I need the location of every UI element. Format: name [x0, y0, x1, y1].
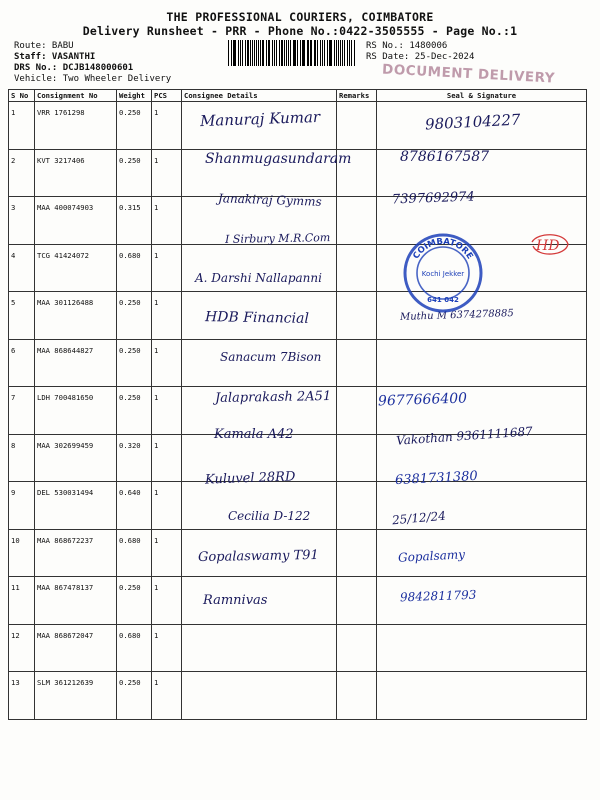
row-sno: 8	[9, 434, 35, 482]
table-row	[9, 624, 587, 672]
row-remarks-cell	[337, 292, 377, 340]
row-pcs: 1	[152, 197, 182, 245]
signature-handwriting: Muthu M 6374278885	[399, 308, 514, 323]
row-remarks-cell	[337, 482, 377, 530]
svg-text:HD: HD	[536, 238, 560, 254]
consignee-handwriting: Janakiraj Gymms	[217, 190, 322, 209]
consignee-handwriting: Shanmugasundaram	[205, 150, 352, 167]
row-remarks-cell	[337, 197, 377, 245]
row-pcs: 1	[152, 149, 182, 197]
row-pcs: 1	[152, 102, 182, 150]
rs-date: RS Date: 25-Dec-2024	[366, 52, 475, 62]
row-remarks-cell	[337, 529, 377, 577]
signature-handwriting: 7397692974	[391, 189, 475, 208]
vehicle-label: Vehicle: Two Wheeler Delivery	[14, 74, 172, 84]
row-remarks-cell	[337, 339, 377, 387]
row-pcs: 1	[152, 434, 182, 482]
row-weight: 0.250	[117, 292, 152, 340]
row-pcs: 1	[152, 339, 182, 387]
row-remarks-cell	[337, 624, 377, 672]
row-consignment-no: LDH 700481650	[35, 387, 117, 435]
row-pcs: 1	[152, 482, 182, 530]
row-consignee-cell	[182, 624, 337, 672]
row-sno: 10	[9, 529, 35, 577]
row-sno: 1	[9, 102, 35, 150]
signature-handwriting: 25/12/24	[391, 508, 447, 528]
row-pcs: 1	[152, 624, 182, 672]
row-sno: 3	[9, 197, 35, 245]
row-sno: 12	[9, 624, 35, 672]
signature-handwriting: 9803104227	[424, 110, 521, 134]
row-remarks-cell	[337, 102, 377, 150]
signature-handwriting: 8786167587	[400, 148, 490, 165]
row-consignment-no: MAA 868672047	[35, 624, 117, 672]
row-weight: 0.250	[117, 339, 152, 387]
consignee-handwriting: Gopalaswamy T91	[197, 547, 319, 565]
consignee-handwriting: HDB Financial	[204, 309, 310, 327]
staff-label: Staff: VASANTHI	[14, 52, 96, 62]
row-signature-cell	[377, 624, 587, 672]
signature-handwriting: 9677666400	[377, 390, 468, 410]
col-remarks: Remarks	[337, 90, 377, 102]
table-row	[9, 434, 587, 482]
runsheet-subtitle: Delivery Runsheet - PRR - Phone No.:0422-3505555 - Page No.:1	[82, 24, 518, 38]
coimbatore-seal-stamp	[402, 232, 484, 314]
row-consignment-no: MAA 868644827	[35, 339, 117, 387]
table-row	[9, 577, 587, 625]
signature-handwriting: Gopalsamy	[397, 547, 466, 565]
table-header-row	[9, 90, 587, 102]
row-consignment-no: MAA 301126488	[35, 292, 117, 340]
row-remarks-cell	[337, 244, 377, 292]
row-sno: 5	[9, 292, 35, 340]
row-weight: 0.250	[117, 577, 152, 625]
consignee-handwriting: A. Darshi Nallapanni	[195, 271, 322, 286]
row-remarks-cell	[337, 434, 377, 482]
col-signature: Seal & Signature	[377, 90, 587, 102]
row-weight: 0.250	[117, 672, 152, 720]
signature-handwriting: 9842811793	[399, 587, 477, 604]
col-sno: S No	[9, 90, 35, 102]
row-signature-cell	[377, 339, 587, 387]
row-consignment-no: MAA 400074903	[35, 197, 117, 245]
drs-label: DRS No.: DCJB148000601	[14, 63, 134, 73]
row-sno: 2	[9, 149, 35, 197]
row-sno: 9	[9, 482, 35, 530]
consignee-handwriting: I Sirbury M.R.Com	[224, 231, 331, 247]
col-weight: Weight	[117, 90, 152, 102]
rs-number: RS No.: 1480006	[366, 41, 448, 51]
consignee-handwriting: Jalaprakash 2A51	[214, 388, 332, 406]
seal-top-text: COIMBATORE	[411, 236, 475, 262]
row-remarks-cell	[337, 577, 377, 625]
row-remarks-cell	[337, 672, 377, 720]
row-pcs: 1	[152, 292, 182, 340]
row-weight: 0.250	[117, 102, 152, 150]
red-hd-mark	[530, 232, 570, 258]
row-weight: 0.640	[117, 482, 152, 530]
seal-pin-text: 641 042	[427, 296, 459, 304]
consignee-handwriting: Kamala A42	[214, 427, 294, 443]
route-label: Route: BABU	[14, 41, 74, 51]
row-sno: 13	[9, 672, 35, 720]
row-remarks-cell	[337, 387, 377, 435]
row-pcs: 1	[152, 529, 182, 577]
row-consignment-no: TCG 41424072	[35, 244, 117, 292]
row-pcs: 1	[152, 672, 182, 720]
row-weight: 0.250	[117, 387, 152, 435]
col-pcs: PCS	[152, 90, 182, 102]
table-row	[9, 672, 587, 720]
consignee-handwriting: Kuluvel 28RD	[204, 469, 296, 488]
row-weight: 0.315	[117, 197, 152, 245]
row-consignee-cell	[182, 672, 337, 720]
row-pcs: 1	[152, 577, 182, 625]
row-pcs: 1	[152, 387, 182, 435]
barcode	[228, 40, 356, 66]
row-pcs: 1	[152, 244, 182, 292]
row-signature-cell	[377, 672, 587, 720]
row-consignment-no: MAA 868672237	[35, 529, 117, 577]
signature-handwriting: Vakothan 9361111687	[395, 424, 534, 449]
company-title: THE PROFESSIONAL COURIERS, COIMBATORE	[166, 10, 434, 24]
row-sno: 6	[9, 339, 35, 387]
seal-mid-text: Kochi Jekker	[421, 270, 465, 278]
row-consignment-no: MAA 302699459	[35, 434, 117, 482]
row-sno: 7	[9, 387, 35, 435]
signature-handwriting: 6381731380	[394, 469, 479, 489]
consignee-handwriting: Sanacum 7Bison	[220, 349, 322, 364]
row-consignment-no: MAA 867478137	[35, 577, 117, 625]
row-weight: 0.680	[117, 529, 152, 577]
row-consignment-no: DEL 530031494	[35, 482, 117, 530]
row-sno: 4	[9, 244, 35, 292]
row-weight: 0.320	[117, 434, 152, 482]
row-consignment-no: VRR 1761298	[35, 102, 117, 150]
consignee-handwriting: Ramnivas	[203, 592, 268, 608]
row-weight: 0.250	[117, 149, 152, 197]
consignee-handwriting: Cecilia D-122	[228, 509, 311, 523]
row-weight: 0.680	[117, 624, 152, 672]
col-consignment: Consignment No	[35, 90, 117, 102]
row-sno: 11	[9, 577, 35, 625]
consignee-handwriting: Manuraj Kumar	[199, 107, 321, 131]
document-delivery-stamp: DOCUMENT DELIVERY	[381, 61, 556, 87]
row-consignment-no: SLM 361212639	[35, 672, 117, 720]
col-consignee: Consignee Details	[182, 90, 337, 102]
row-consignment-no: KVT 3217406	[35, 149, 117, 197]
row-weight: 0.680	[117, 244, 152, 292]
